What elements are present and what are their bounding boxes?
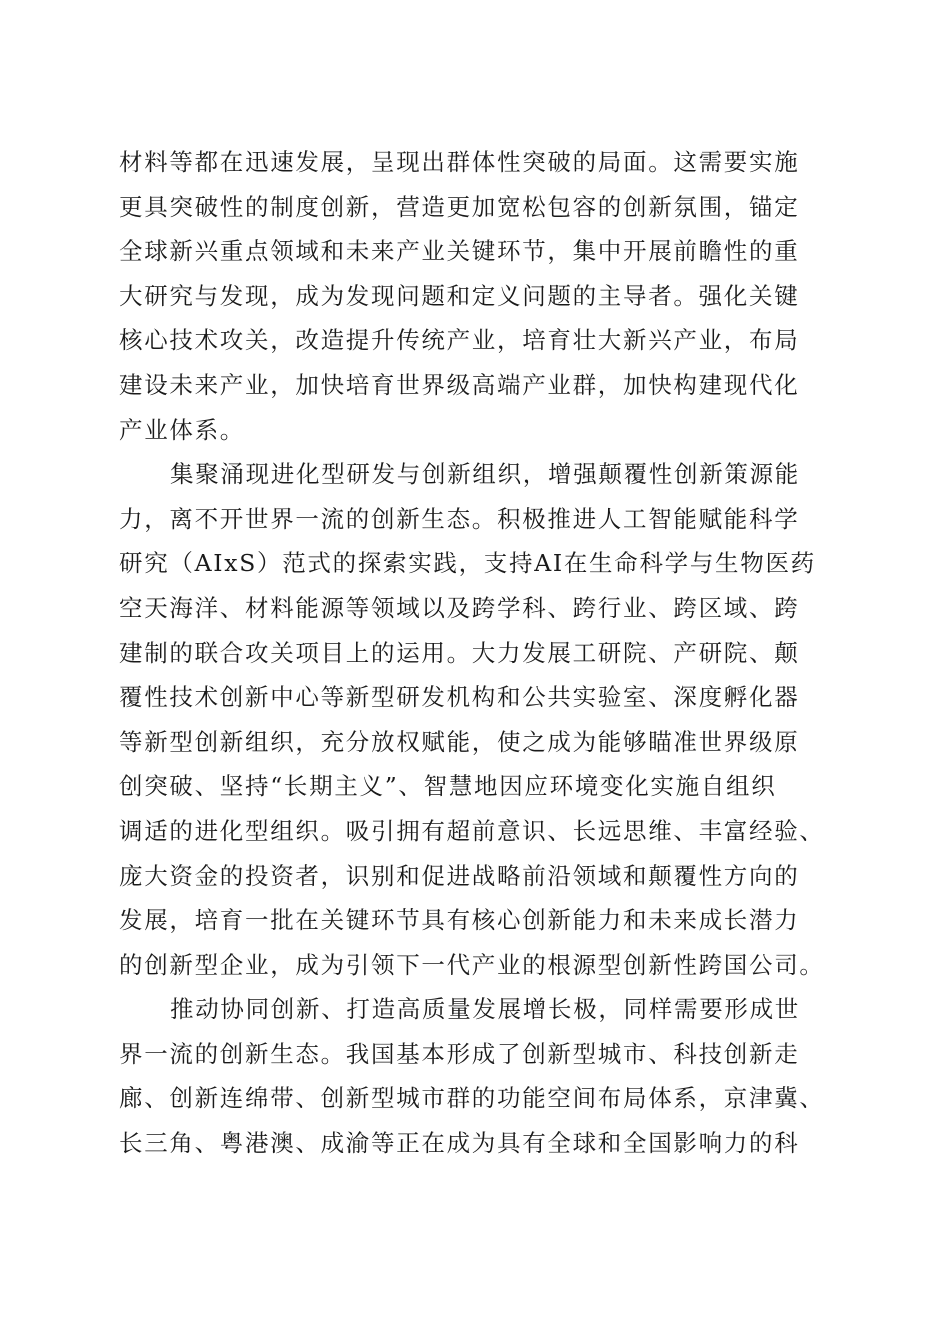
text-line: 材料等都在迅速发展，呈现出群体性突破的局面。这需要实施 [119, 148, 800, 176]
text-line: 调适的进化型组织。吸引拥有超前意识、长远思维、丰富经验、 [119, 816, 825, 845]
paragraph-2 [119, 452, 831, 987]
text-line: 创突破、坚持“长期主义”、智慧地因应环境变化实施自组织 [119, 772, 777, 801]
text-line: 核心技术攻关，改造提升传统产业，培育壮大新兴产业，布局 [119, 326, 800, 355]
text-line: 庞大资金的投资者，识别和促进战略前沿领域和颠覆性方向的 [119, 861, 800, 890]
text-line: 的创新型企业，成为引领下一代产业的根源型创新性跨国公司。 [119, 950, 825, 979]
text-line: 建设未来产业，加快培育世界级高端产业群，加快构建现代化 [119, 370, 800, 399]
text-line: 大研究与发现，成为发现问题和定义问题的主导者。强化关键 [119, 281, 800, 310]
text-line: 发展，培育一批在关键环节具有核心创新能力和未来成长潜力 [119, 906, 800, 935]
text-line: 建制的联合攻关项目上的运用。大力发展工研院、产研院、颠 [119, 638, 800, 667]
text-line: 空天海洋、材料能源等领域以及跨学科、跨行业、跨区域、跨 [119, 593, 800, 622]
text-line: 廊、创新连绵带、创新型城市群的功能空间布局体系，京津冀、 [119, 1084, 825, 1113]
text-line: 全球新兴重点领域和未来产业关键环节，集中开展前瞻性的重 [119, 237, 800, 266]
text-line: 覆性技术创新中心等新型研发机构和公共实验室、深度孵化器 [119, 683, 800, 712]
paragraph-3 [119, 987, 831, 1165]
text-line: 等新型创新组织，充分放权赋能，使之成为能够瞄准世界级原 [119, 727, 800, 756]
text-line: 产业体系。 [119, 415, 245, 444]
text-line: 界一流的创新生态。我国基本形成了创新型城市、科技创新走 [119, 1039, 800, 1068]
text-line: 更具突破性的制度创新，营造更加宽松包容的创新氛围，锚定 [119, 192, 800, 221]
article-body [119, 140, 831, 1166]
text-line: 长三角、粤港澳、成渝等正在成为具有全球和全国影响力的科 [119, 1129, 800, 1158]
text-line-first: 集聚涌现进化型研发与创新组织，增强颠覆性创新策源能 [170, 460, 800, 489]
paragraph-1 [119, 140, 831, 452]
text-line-first: 推动协同创新、打造高质量发展增长极，同样需要形成世 [170, 995, 800, 1024]
text-line: 研究（AIxS）范式的探索实践，支持AI在生命科学与生物医药 [119, 549, 816, 578]
text-line: 力，离不开世界一流的创新生态。积极推进人工智能赋能科学 [119, 504, 800, 533]
